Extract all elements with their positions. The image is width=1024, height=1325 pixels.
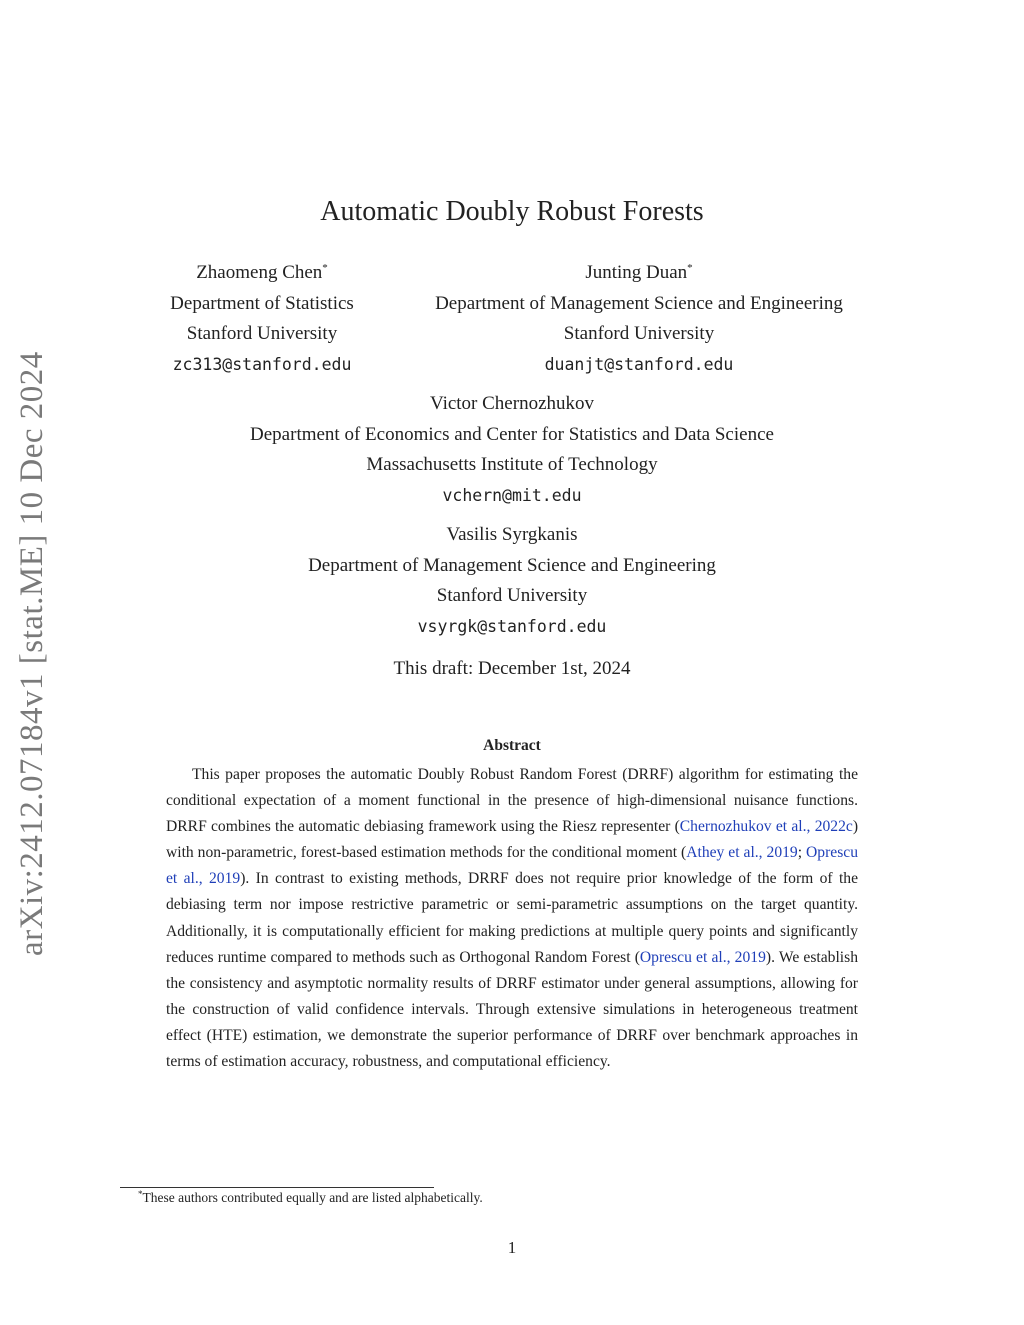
footnote-divider [120, 1187, 434, 1188]
citation-link[interactable]: Athey et al., 2019 [686, 844, 798, 862]
draft-date: This draft: December 1st, 2024 [393, 658, 631, 679]
footnote-mark: * [138, 1189, 143, 1199]
citation-link[interactable]: Chernozhukov et al., 2022c [679, 818, 853, 836]
abstract-heading: Abstract [483, 737, 541, 754]
author-email: vsyrgk@stanford.edu [417, 616, 607, 636]
author-department: Department of Economics and Center for Statistics and Data Science [250, 423, 774, 445]
author-email: vchern@mit.edu [442, 485, 582, 505]
footnote-text: These authors contributed equally and are listed alphabetically. [142, 1190, 483, 1205]
author-name: Zhaomeng Chen* [196, 262, 328, 283]
author-name: Victor Chernozhukov [429, 393, 594, 414]
author-email: zc313@stanford.edu [172, 354, 352, 374]
author-block [112, 258, 412, 380]
abstract-text: ) with non-parametric, forest-based estimation methods for the conditional moment ( [166, 818, 859, 862]
author-department: Department of Statistics [170, 292, 354, 314]
citation-link[interactable]: Oprescu et al., 2019 [639, 948, 766, 966]
author-institution: Stanford University [436, 585, 588, 606]
author-department: Department of Management Science and Engineering [435, 292, 843, 314]
author-block [0, 520, 1024, 642]
author-name: Junting Duan* [585, 262, 693, 283]
author-name: Vasilis Syrgkanis [446, 524, 578, 545]
arxiv-stamp: arXiv:2412.07184v1 [stat.ME] 10 Dec 2024 [14, 351, 50, 956]
footnote [138, 1190, 483, 1206]
author-department: Department of Management Science and Engineering [308, 554, 716, 576]
author-institution: Stanford University [563, 323, 715, 344]
abstract-text: ). In contrast to existing methods, DRRF does not require prior knowledge of the form of the debiasing term nor impose restrictive parametric or semi-parametric assumptions on the target quantity. Additionally, it is computationally efficient for making predictions at multiple query points and significantly reduces runtime compared to methods such as Orthogonal Random Forest ( [166, 870, 859, 966]
author-institution: Massachusetts Institute of Technology [366, 454, 658, 475]
author-footnote-mark: * [687, 262, 693, 274]
author-block [390, 258, 888, 380]
abstract-text: This paper proposes the automatic Doubly Robust Random Forest (DRRF) algorithm for estimating the conditional expectation of a moment functional in the presence of high-dimensional nuisance functions. DRRF combines the automatic debiasing framework using the Riesz representer ( [166, 766, 858, 836]
author-email: duanjt@stanford.edu [544, 354, 734, 374]
author-footnote-mark: * [322, 262, 328, 274]
paper-title: Automatic Doubly Robust Forests [320, 196, 704, 227]
author-institution: Stanford University [186, 323, 338, 344]
page-number: 1 [507, 1238, 517, 1257]
abstract-text: ). We establish the consistency and asymptotic normality results of DRRF estimator under general assumptions, allowing for the construction of valid confidence intervals. Through extensive simulations in heterogeneous treatment effect (HTE) estimation, we demonstrate the superior performance of DRRF over benchmark approaches in terms of estimation accuracy, robustness, and computational efficiency. [166, 948, 858, 1071]
citation-link[interactable]: Oprescu et al., 2019 [166, 844, 858, 888]
abstract-text: ; [797, 844, 807, 862]
author-block [0, 389, 1024, 511]
abstract-body [166, 762, 858, 1075]
